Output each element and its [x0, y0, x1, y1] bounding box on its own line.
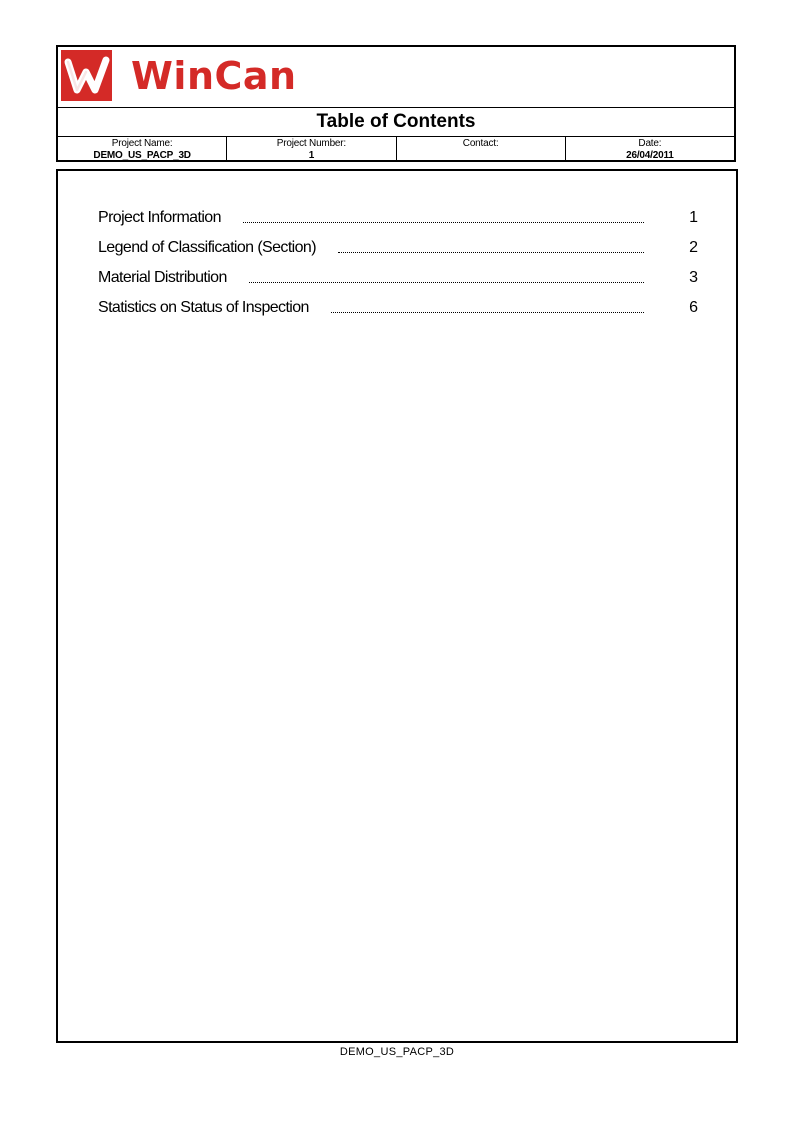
- date-value: 26/04/2011: [626, 150, 674, 161]
- page-title: Table of Contents: [58, 108, 734, 137]
- project-number-value: 1: [308, 150, 315, 161]
- toc-dot-leader: [249, 267, 644, 283]
- project-number-label: Project Number:: [276, 138, 346, 149]
- toc-list: [98, 207, 698, 327]
- toc-entry-page: 2: [689, 239, 698, 256]
- report-header: [56, 45, 736, 162]
- toc-dot-leader: [331, 297, 644, 313]
- toc-entry-material-distribution[interactable]: [98, 267, 698, 297]
- project-name-value: DEMO_US_PACP_3D: [93, 150, 191, 161]
- toc-entry-legend-of-classification[interactable]: [98, 237, 698, 267]
- project-number-cell: [227, 137, 396, 162]
- brand-name: WinCan: [131, 54, 297, 98]
- toc-entry-title: Project Information: [98, 209, 221, 226]
- logo-row: [58, 47, 734, 108]
- toc-entry-project-information[interactable]: [98, 207, 698, 237]
- project-name-cell: [58, 137, 227, 162]
- date-cell: [566, 137, 734, 162]
- toc-entry-page: 1: [689, 209, 698, 226]
- toc-entry-title: Material Distribution: [98, 269, 227, 286]
- contact-cell: [397, 137, 566, 162]
- toc-entry-statistics-on-status[interactable]: [98, 297, 698, 327]
- toc-dot-leader: [243, 207, 644, 223]
- wincan-logo-icon: [61, 50, 112, 101]
- toc-entry-title: Legend of Classification (Section): [98, 239, 316, 256]
- toc-entry-page: 3: [689, 269, 698, 286]
- date-label: Date:: [638, 138, 662, 149]
- toc-entry-title: Statistics on Status of Inspection: [98, 299, 309, 316]
- project-name-label: Project Name:: [111, 138, 173, 149]
- project-info-row: [58, 137, 734, 162]
- contact-label: Contact:: [462, 138, 499, 149]
- toc-dot-leader: [338, 237, 644, 253]
- page-footer: DEMO_US_PACP_3D: [339, 1046, 455, 1058]
- content-frame: [56, 169, 738, 1043]
- toc-entry-page: 6: [689, 299, 698, 316]
